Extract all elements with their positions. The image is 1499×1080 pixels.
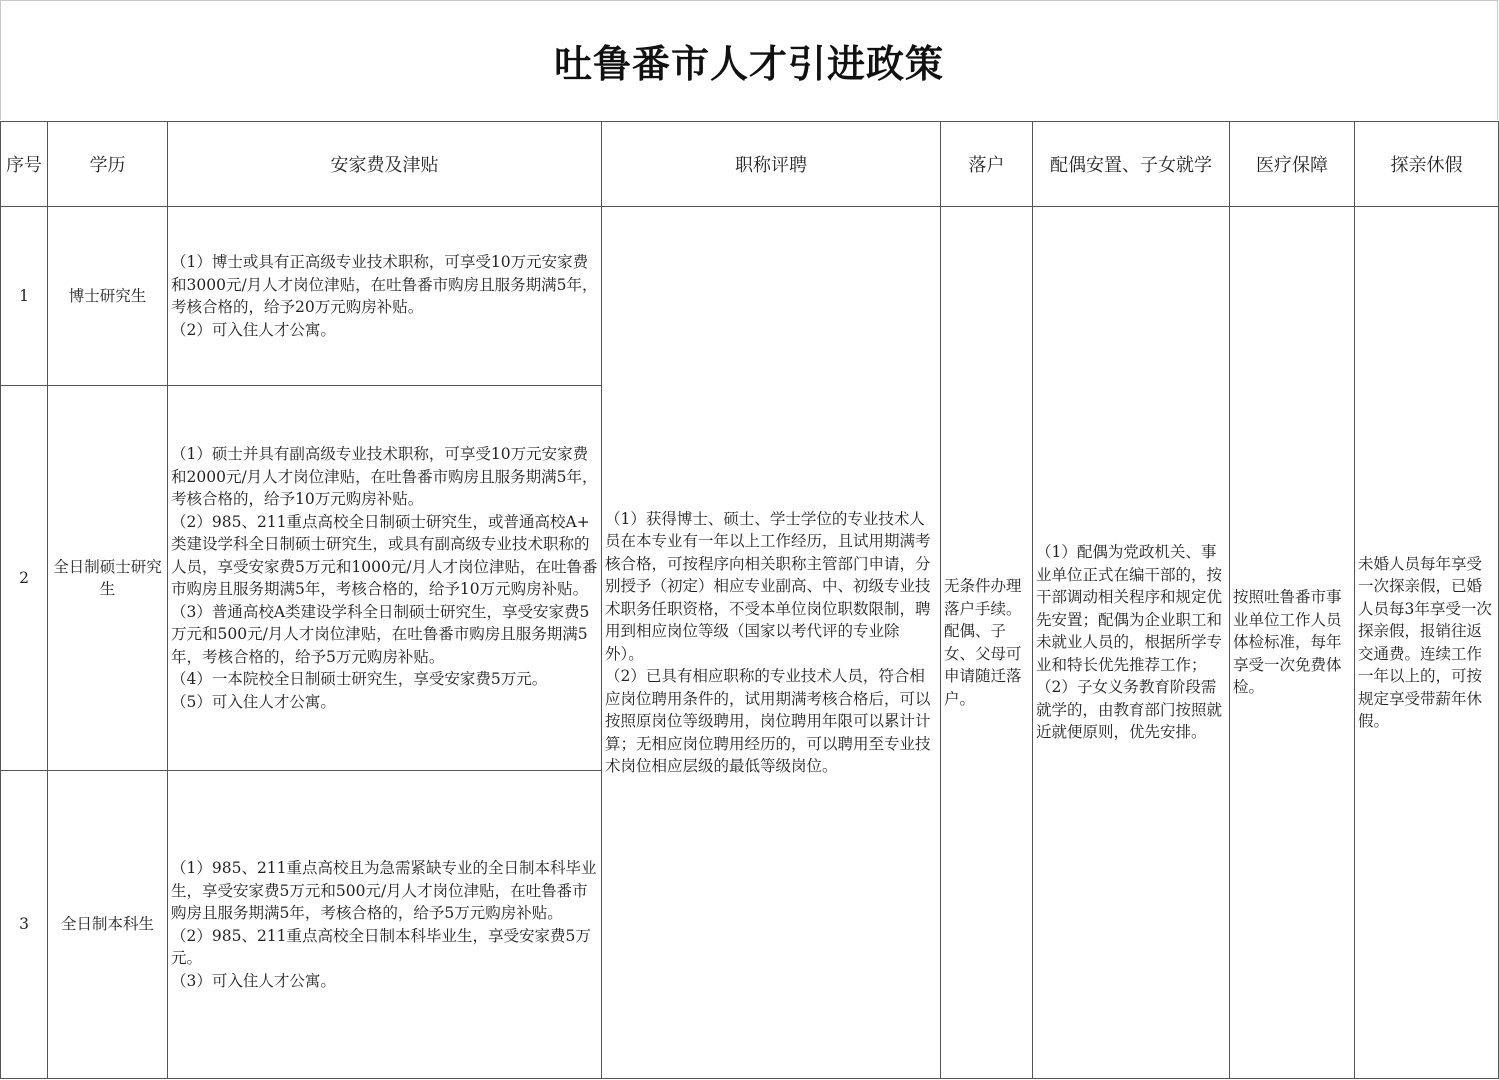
header-hukou: 落户 [941,122,1033,207]
header-education: 学历 [48,122,168,207]
header-leave: 探亲休假 [1355,122,1499,207]
policy-table [0,121,1499,1079]
row-allowance [168,386,602,771]
table-row [1,207,1499,386]
header-row [1,122,1499,207]
medical-cell [1230,207,1355,1079]
medical-text: 按照吐鲁番市事业单位工作人员体检标准，每年享受一次免费体检。 [1233,588,1342,697]
header-spouse: 配偶安置、子女就学 [1033,122,1230,207]
row-education: 全日制本科生 [48,771,168,1079]
allowance-text: （1）985、211重点高校且为急需紧缺专业的全日制本科毕业生，享受安家费5万元和500元/月人才岗位津贴，在吐鲁番市购房且服务期满5年，考核合格的，给予5万元购房补贴。 （2）985、211重点高校全日制本科毕业生，享受安家费5万元。 （3）可入住人才公寓。 [171,859,597,990]
row-education: 博士研究生 [48,207,168,386]
page-title: 吐鲁番市人才引进政策 [553,41,944,86]
spouse-text: （1）配偶为党政机关、事业单位正式在编干部的，按干部调动相关程序和规定优先安置；配偶为企业职工和未就业人员的，根据所学专业和特长优先推荐工作； （2）子女义务教育阶段需就学的，由教育部门按照就近就便原则，优先安排。 [1036,543,1223,742]
header-title-eval: 职称评聘 [602,122,941,207]
header-allowance: 安家费及津贴 [168,122,602,207]
hukou-text: 无条件办理落户手续。配偶、子女、父母可申请随迁落户。 [944,577,1022,708]
row-allowance [168,207,602,386]
row-allowance [168,771,602,1079]
hukou-cell [941,207,1033,1079]
title-eval-cell [602,207,941,1079]
leave-cell [1355,207,1499,1079]
row-seq: 3 [1,771,48,1079]
row-seq: 2 [1,386,48,771]
header-seq: 序号 [1,122,48,207]
header-medical: 医疗保障 [1230,122,1355,207]
spouse-cell [1033,207,1230,1079]
row-education: 全日制硕士研究生 [48,386,168,771]
row-seq: 1 [1,207,48,386]
leave-text: 未婚人员每年享受一次探亲假，已婚人员每3年享受一次探亲假，报销往返交通费。连续工作一年以上的，可按规定享受带薪年休假。 [1358,554,1492,730]
allowance-text: （1）博士或具有正高级专业技术职称，可享受10万元安家费和3000元/月人才岗位津贴，在吐鲁番市购房且服务期满5年，考核合格的，给予20万元购房补贴。 （2）可入住人才公寓。 [171,253,598,339]
title-eval-text: （1）获得博士、硕士、学士学位的专业技术人员在本专业有一年以上工作经历，且试用期满考核合格，可按程序向相关职称主管部门申请，分别授予（初定）相应专业副高、中、初级专业技术职务任职资格，不受本单位岗位职数限制，聘用到相应岗位等级（国家以考代评的专业除外）。 （2）已具有相应职称的专业技术人员，符合相应岗位聘用条件的，试用期满考核合格后，可以按照原岗位等级聘用，岗位聘用年限可以累计计算；无相应岗位聘用经历的，可以聘用至专业技术岗位相应层级的最低等级岗位。 [605,509,931,775]
title-box [0,0,1498,120]
allowance-text: （1）硕士并具有副高级专业技术职称，可享受10万元安家费和2000元/月人才岗位津贴，在吐鲁番市购房且服务期满5年，考核合格的，给予10万元购房补贴。 （2）985、211重点高校全日制硕士研究生，或普通高校A+ 类建设学科全日制硕士研究生，或具有副高级专业技术职称的人员，享受安家费5万元和1000元/月人才岗位津贴，在吐鲁番市购房且服务期满5年，考核合格的，给予10万元购房补贴。 （3）普通高校A类建设学科全日制硕士研究生，享受安家费5万元和500元/月人才岗位津贴，在吐鲁番市购房且服务期满5年，考核合格的，给予5万元购房补贴。 （4）一本院校全日制硕士研究生，享受安家费5万元。 （5）可入住人才公寓。 [171,445,598,711]
